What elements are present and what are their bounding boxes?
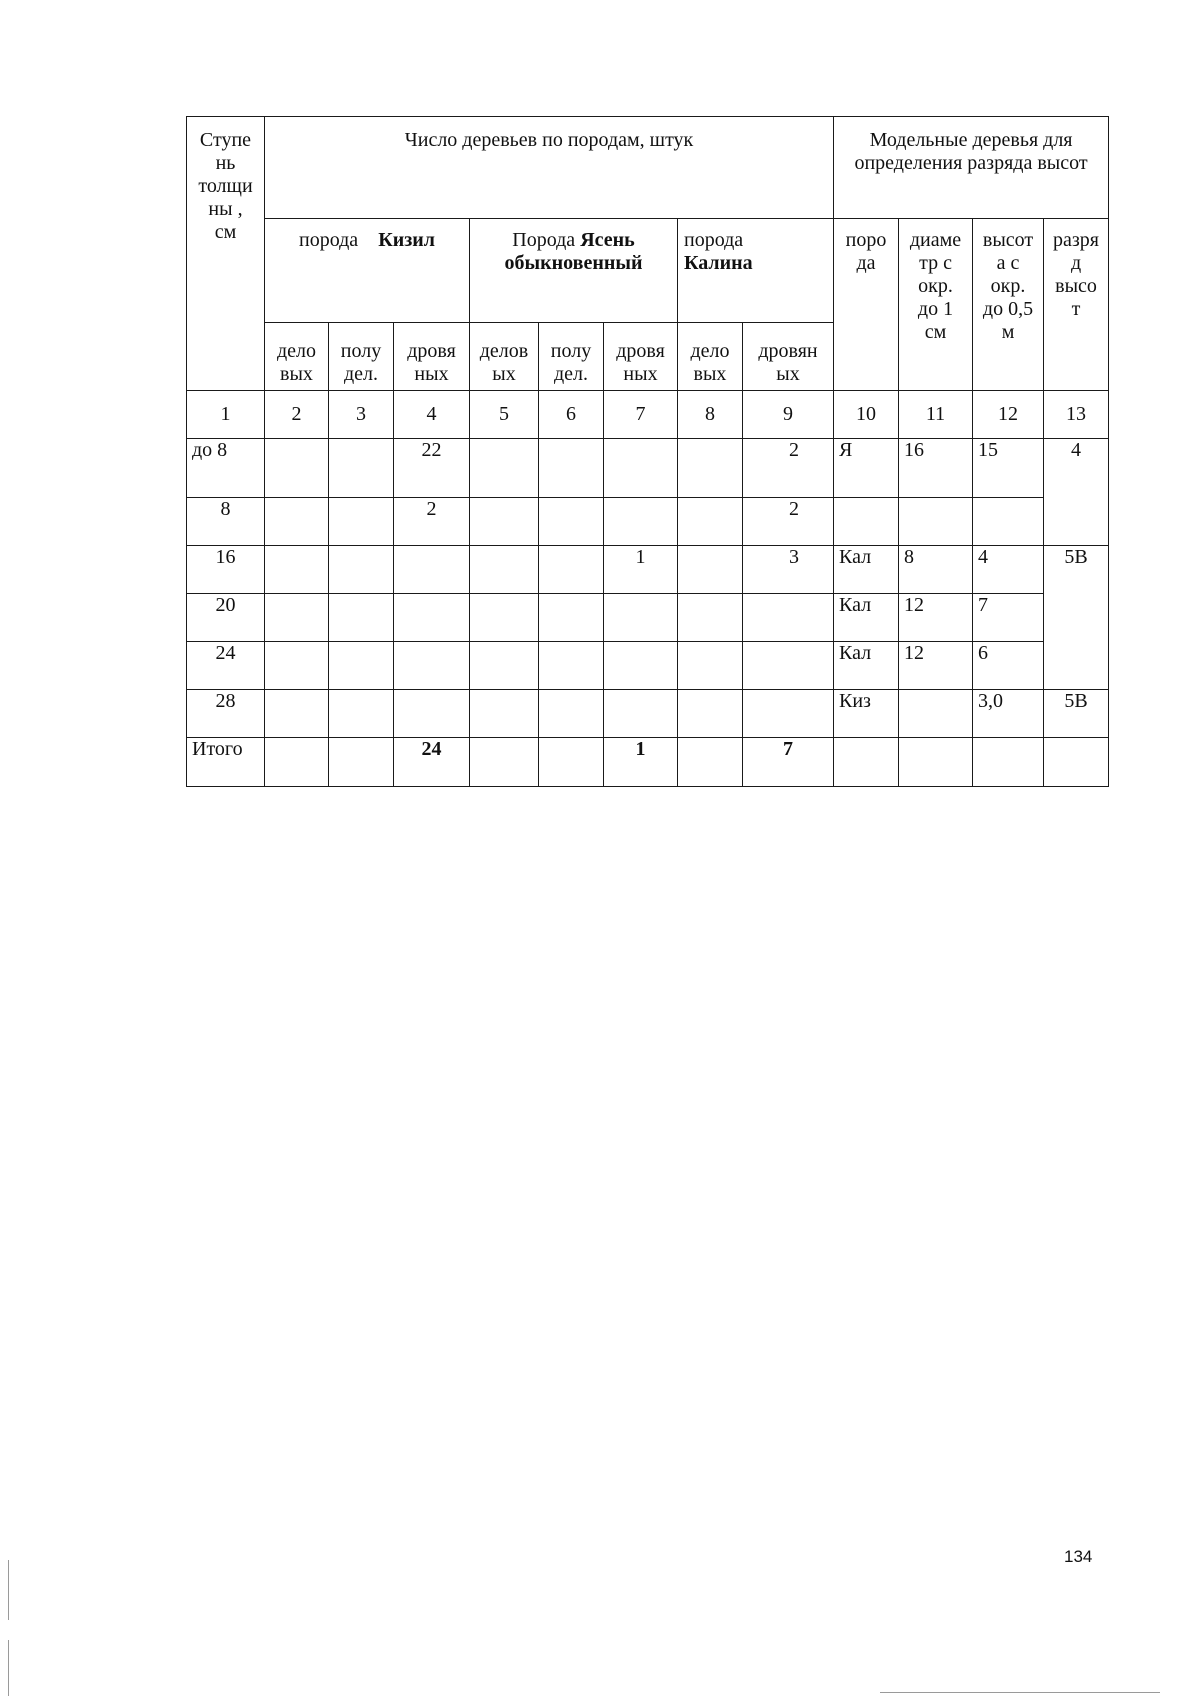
height-cell: 7 [973,594,1044,642]
table-cell [329,738,394,787]
column-number: 11 [899,391,973,439]
table-cell [265,690,329,738]
diameter-cell: 8 [899,546,973,594]
table-cell [678,439,743,498]
table-cell [265,738,329,787]
table-cell [265,439,329,498]
table-cell: 2 [743,498,834,546]
table-cell: 1 [604,546,678,594]
table-cell [899,738,973,787]
scan-edge-line [8,1640,9,1696]
table-cell [329,546,394,594]
total-kizil-firewood: 24 [394,738,470,787]
table-cell [539,439,604,498]
total-label: Итого [187,738,265,787]
species-cell: Киз [834,690,899,738]
total-yasen-firewood: 1 [604,738,678,787]
table-cell [539,690,604,738]
table-row [187,498,1109,546]
thickness-step-cell: 8 [187,498,265,546]
diameter-cell [899,690,973,738]
diameter-cell: 12 [899,642,973,690]
subheader-semi-business: полу дел. [539,323,604,391]
table-cell [470,498,539,546]
thickness-step-cell: до 8 [187,439,265,498]
breed-yasen-header: Порода Ясень обыкновенный [470,219,678,323]
height-class-cell: 5В [1044,690,1109,738]
header-height-class: разря д высо т [1044,219,1109,391]
diameter-cell: 16 [899,439,973,498]
table-cell [394,642,470,690]
table-cell [329,642,394,690]
table-cell [834,738,899,787]
table-cell [539,546,604,594]
species-cell: Кал [834,642,899,690]
table-cell [265,594,329,642]
table-cell [678,642,743,690]
table-cell [470,439,539,498]
table-cell [329,439,394,498]
table-cell [329,594,394,642]
thickness-step-cell: 28 [187,690,265,738]
diameter-cell [899,498,973,546]
table-cell [265,546,329,594]
table-cell [265,498,329,546]
table-cell [539,642,604,690]
column-number: 3 [329,391,394,439]
table-cell [678,738,743,787]
header-height: высот а с окр. до 0,5 м [973,219,1044,391]
subheader-business: дело вых [265,323,329,391]
table-cell [604,642,678,690]
height-cell: 15 [973,439,1044,498]
species-cell [834,498,899,546]
table-cell [743,642,834,690]
table-cell: 3 [743,546,834,594]
column-number: 4 [394,391,470,439]
table-cell: 2 [394,498,470,546]
table-cell [539,738,604,787]
subheader-business: дело вых [678,323,743,391]
column-number: 9 [743,391,834,439]
table-cell [470,642,539,690]
table-cell [394,594,470,642]
table-cell [470,594,539,642]
column-number: 1 [187,391,265,439]
height-class-cell: 5В [1044,546,1109,690]
height-cell [973,498,1044,546]
header-tree-count: Число деревьев по породам, штук [265,117,834,219]
table-cell [743,690,834,738]
table-cell [329,498,394,546]
table-row [187,439,1109,498]
table-cell [604,439,678,498]
header-species: поро да [834,219,899,391]
diameter-cell: 12 [899,594,973,642]
thickness-step-cell: 16 [187,546,265,594]
header-row-1 [187,117,1109,219]
page-number: 134 [1064,1547,1093,1566]
column-numbers-row [187,391,1109,439]
scan-edge-line [8,1560,9,1620]
header-model-trees: Модельные деревья для определения разряда высот [834,117,1109,219]
subheader-firewood: дровя ных [604,323,678,391]
column-number: 8 [678,391,743,439]
table-cell [743,594,834,642]
scan-edge-line [880,1692,1160,1693]
breed-kizil-header: порода Кизил [265,219,470,323]
table-cell: 22 [394,439,470,498]
table-cell [470,690,539,738]
column-number: 13 [1044,391,1109,439]
subheader-semi-business: полу дел. [329,323,394,391]
table-cell [394,546,470,594]
breed-kalina-header: порода Калина [678,219,834,323]
table-cell [470,546,539,594]
subheader-firewood: дровян ых [743,323,834,391]
height-cell: 6 [973,642,1044,690]
height-cell: 4 [973,546,1044,594]
height-class-cell: 4 [1044,439,1109,546]
subheader-business: делов ых [470,323,539,391]
header-row-2 [187,219,1109,323]
subheader-firewood: дровя ных [394,323,470,391]
table-cell [973,738,1044,787]
table-row [187,690,1109,738]
column-number: 5 [470,391,539,439]
thickness-step-cell: 24 [187,642,265,690]
table-cell [539,594,604,642]
table-cell: 2 [743,439,834,498]
table-cell [678,546,743,594]
table-cell [678,594,743,642]
column-number: 2 [265,391,329,439]
column-number: 10 [834,391,899,439]
table-cell [604,594,678,642]
header-diameter: диаме тр с окр. до 1 см [899,219,973,391]
total-kalina-firewood: 7 [743,738,834,787]
table-cell [539,498,604,546]
thickness-step-cell: 20 [187,594,265,642]
table-row [187,594,1109,642]
header-thickness-step: Ступе нь толщи ны , см [187,117,265,391]
total-row [187,738,1109,787]
table-cell [604,498,678,546]
tree-count-table [186,116,1109,787]
species-cell: Кал [834,546,899,594]
table-cell [678,690,743,738]
table-row [187,546,1109,594]
height-cell: 3,0 [973,690,1044,738]
table-cell [394,690,470,738]
column-number: 6 [539,391,604,439]
species-cell: Кал [834,594,899,642]
table-cell [470,738,539,787]
table-cell [604,690,678,738]
table-cell [329,690,394,738]
table-row [187,642,1109,690]
column-number: 12 [973,391,1044,439]
species-cell: Я [834,439,899,498]
column-number: 7 [604,391,678,439]
table-cell [265,642,329,690]
table-cell [678,498,743,546]
table-cell [1044,738,1109,787]
